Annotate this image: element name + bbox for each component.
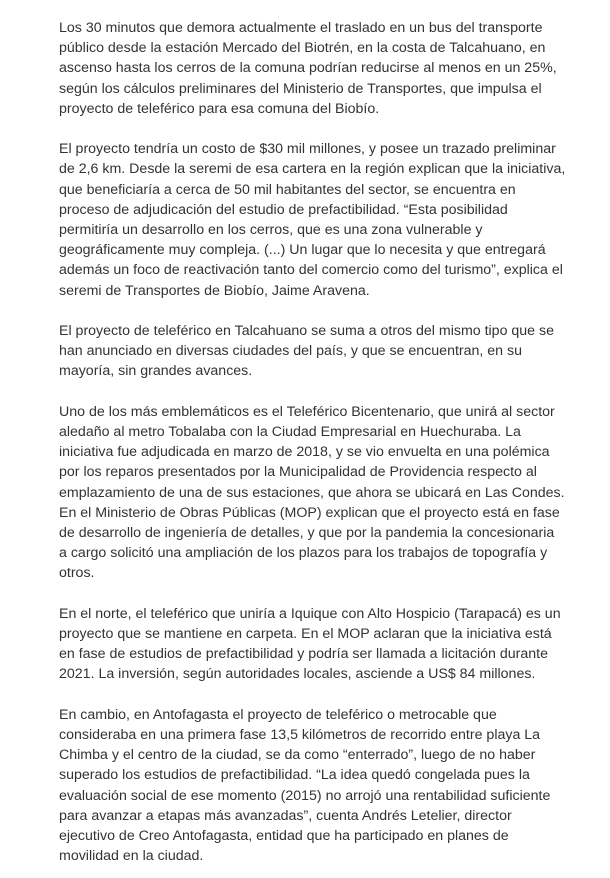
- paragraph-talcahuano-travel-time: Los 30 minutos que demora actualmente el traslado en un bus del transporte público desde la estación Mercado del Biotrén, en la costa de Talcahuano, en ascenso hasta los cerros de la comuna podrían reducirse al menos en un 25%, según los cálculos preliminares del Ministerio de Transportes, que impulsa el proyecto de teleférico para esa comuna del Biobío.: [59, 20, 557, 117]
- paragraph-other-projects: El proyecto de teleférico en Talcahuano se suma a otros del mismo tipo que se han anunciado en diversas ciudades del país, y que se encuentran, en su mayoría, sin grandes avances.: [59, 323, 555, 380]
- paragraph-iquique-alto-hospicio: En el norte, el teleférico que uniría a Iquique con Alto Hospicio (Tarapacá) es un proyecto que se mantiene en carpeta. En el MOP aclaran que la iniciativa está en fase de estudios de prefactibilidad y podría ser llamada a licitación durante 2021. La inversión, según autoridades locales, asciende a US$ 84 millones.: [59, 605, 561, 683]
- paragraph-teleferico-bicentenario: Uno de los más emblemáticos es el Teleférico Bicentenario, que unirá al sector aledaño al metro Tobalaba con la Ciudad Empresarial en Huechuraba. La iniciativa fue adjudicada en marzo de 2018, y se vio envuelta en una polémica por los reparos presentados por la Municipalidad de Providencia respecto al emplazamiento de una de sus estaciones, que ahora se ubicará en Las Condes. En el Ministerio de Obras Públicas (MOP) explican que el proyecto está en fase de desarrollo de ingeniería de detalles, y que por la pandemia la concesionaria a cargo solicitó una ampliación de los plazos para los trabajos de topografía y otros.: [59, 403, 565, 582]
- paragraph-antofagasta: En cambio, en Antofagasta el proyecto de teleférico o metrocable que consideraba en una primera fase 13,5 kilómetros de recorrido entre playa La Chimba y el centro de la ciudad, se da como “enterrado”, luego de no haber superado los estudios de prefactibilidad. “La idea quedó congelada pues la evaluación social de ese momento (2015) no arrojó una rentabilidad suficiente para avanzar a etapas más avanzadas”, cuenta Andrés Letelier, director ejecutivo de Creo Antofagasta, entidad que ha participado en planes de movilidad en la ciudad.: [59, 706, 551, 865]
- paragraph-project-cost: El proyecto tendría un costo de $30 mil millones, y posee un trazado preliminar de 2,6 km. Desde la seremi de esa cartera en la región explican que la iniciativa, que beneficiaría a cerca de 50 mil habitantes del sector, se encuentra en proceso de adjudicación del estudio de prefactibilidad. “Esta posibilidad permitiría un desarrollo en los cerros, que es una zona vulnerable y geográficamente muy compleja. (...) Un lugar que lo necesita y que entregará además un foco de reactivación tanto del comercio como del turismo”, explica el seremi de Transportes de Biobío, Jaime Aravena.: [59, 141, 566, 299]
